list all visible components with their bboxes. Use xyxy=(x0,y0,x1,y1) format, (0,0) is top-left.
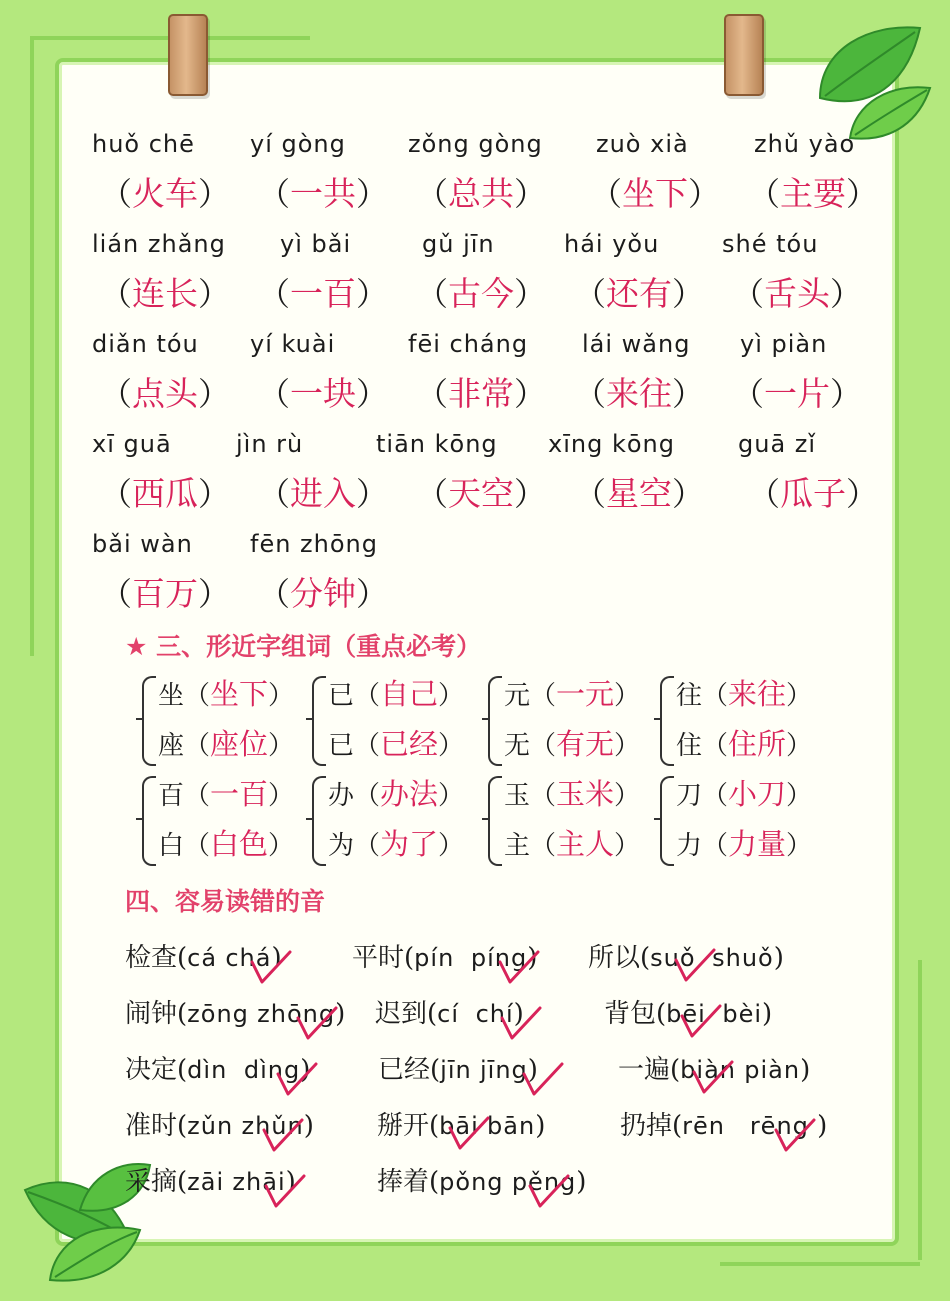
answer-row xyxy=(100,568,880,618)
answer-box: （火车） xyxy=(100,174,231,213)
answer-word: 一片 xyxy=(764,374,831,413)
char-group xyxy=(488,772,658,872)
pair-word: 一元 xyxy=(556,677,615,711)
answer-box: （舌头） xyxy=(732,274,863,313)
answer-word: 星空 xyxy=(606,474,673,513)
reading-item: 采摘(zāi zhāi) xyxy=(125,1167,296,1197)
option-2: chí xyxy=(475,1000,514,1028)
brace xyxy=(312,676,326,766)
char-group xyxy=(660,772,830,872)
option-1: zōng xyxy=(187,1000,249,1028)
reading-item: 迟到(cí chí) xyxy=(375,999,524,1029)
reading-word: 背包 xyxy=(604,999,657,1029)
answer-row xyxy=(100,268,880,318)
section-3-title-text: 三、形近字组词（重点必考） xyxy=(156,632,482,661)
answer-word: 坐下 xyxy=(622,174,689,213)
char-pair-line: 百（一百） xyxy=(158,777,295,811)
answer-word: 进入 xyxy=(290,474,357,513)
pair-word: 玉米 xyxy=(556,777,615,811)
answer-row xyxy=(100,468,880,518)
option-2: zhǔn xyxy=(241,1112,304,1140)
frame-line-left xyxy=(30,36,34,656)
pinyin-label: yì bǎi xyxy=(280,230,352,258)
reading-word: 检查 xyxy=(125,943,178,973)
answer-box: （百万） xyxy=(100,574,231,613)
answer-row xyxy=(100,168,880,218)
option-1: pín xyxy=(414,944,455,972)
reading-item: 一遍(biàn piàn) xyxy=(618,1055,811,1085)
answer-box: （一片） xyxy=(732,374,863,413)
pair-word: 力量 xyxy=(728,827,787,861)
reading-word: 掰开 xyxy=(377,1111,430,1141)
star-icon: ★ xyxy=(125,632,148,661)
reading-item: 掰开(bāi bān) xyxy=(377,1111,546,1141)
reading-word: 一遍 xyxy=(618,1055,671,1085)
base-char: 无 xyxy=(504,731,531,761)
reading-word: 捧着 xyxy=(377,1167,430,1197)
option-2: bān xyxy=(487,1112,536,1140)
pair-word: 办法 xyxy=(380,777,439,811)
answer-box: （星空） xyxy=(574,474,705,513)
pinyin-label: zuò xià xyxy=(596,130,689,158)
frame-line-bottom xyxy=(720,1262,920,1266)
char-pair-line: 坐（坐下） xyxy=(158,677,295,711)
pinyin-row xyxy=(92,430,872,460)
option-2: shuǒ xyxy=(712,944,774,972)
base-char: 已 xyxy=(328,681,355,711)
base-char: 已 xyxy=(328,731,355,761)
option-1: pǒng xyxy=(439,1168,504,1196)
char-pair-line: 往（来往） xyxy=(676,677,813,711)
answer-box: （西瓜） xyxy=(100,474,231,513)
section-4-title: 四、容易读错的音 xyxy=(125,887,326,916)
pinyin-label: gǔ jīn xyxy=(422,230,495,258)
reading-word: 平时 xyxy=(352,943,405,973)
pinyin-label: xīng kōng xyxy=(548,430,675,458)
answer-box: （总共） xyxy=(416,174,547,213)
option-2: zhāi xyxy=(232,1168,286,1196)
pinyin-label: diǎn tóu xyxy=(92,330,199,358)
pair-word: 白色 xyxy=(210,827,269,861)
answer-box: （主要） xyxy=(748,174,879,213)
pinyin-row xyxy=(92,530,872,560)
char-group xyxy=(660,672,830,772)
frame-line-right xyxy=(918,960,922,1260)
answer-box: （天空） xyxy=(416,474,547,513)
answer-box: （瓜子） xyxy=(748,474,879,513)
answer-word: 一块 xyxy=(290,374,357,413)
char-pair-line: 已（已经） xyxy=(328,727,465,761)
base-char: 白 xyxy=(158,831,185,861)
option-2: jīng xyxy=(479,1056,528,1084)
char-group xyxy=(312,772,482,872)
brace xyxy=(488,676,502,766)
option-1: rēn xyxy=(682,1112,726,1140)
pinyin-label: xī guā xyxy=(92,430,172,458)
reading-item: 检查(cá chá) xyxy=(125,943,282,973)
base-char: 往 xyxy=(676,681,703,711)
answer-word: 火车 xyxy=(132,174,199,213)
pinyin-label: zhǔ yào xyxy=(754,130,856,158)
pinyin-label: zǒng gòng xyxy=(408,130,543,158)
pinyin-label: bǎi wàn xyxy=(92,530,193,558)
option-2: piàn xyxy=(744,1056,801,1084)
pair-word: 坐下 xyxy=(210,677,269,711)
answer-box: （分钟） xyxy=(258,574,389,613)
pinyin-label: shé tóu xyxy=(722,230,819,258)
reading-item: 所以(suǒ shuǒ) xyxy=(588,943,784,973)
brace xyxy=(142,676,156,766)
char-pair-line: 住（住所） xyxy=(676,727,813,761)
option-1: suǒ xyxy=(650,944,696,972)
answer-word: 一共 xyxy=(290,174,357,213)
base-char: 座 xyxy=(158,731,185,761)
base-char: 百 xyxy=(158,781,185,811)
pinyin-label: yí kuài xyxy=(250,330,336,358)
pinyin-label: jìn rù xyxy=(236,430,304,458)
answer-box: （还有） xyxy=(574,274,705,313)
pinyin-label: fēi cháng xyxy=(408,330,529,358)
reading-word: 闹钟 xyxy=(125,999,178,1029)
char-pair-line: 座（座位） xyxy=(158,727,295,761)
answer-box: （一共） xyxy=(258,174,389,213)
option-2: zhōng xyxy=(257,1000,336,1028)
brace xyxy=(312,776,326,866)
brace xyxy=(488,776,502,866)
char-pair-line: 元（一元） xyxy=(504,677,641,711)
reading-item: 闹钟(zōng zhōng) xyxy=(125,999,346,1029)
option-1: dìn xyxy=(187,1056,228,1084)
pinyin-label: hái yǒu xyxy=(564,230,660,258)
base-char: 刀 xyxy=(676,781,703,811)
answer-word: 瓜子 xyxy=(780,474,847,513)
base-char: 为 xyxy=(328,831,355,861)
base-char: 元 xyxy=(504,681,531,711)
reading-item: 扔掉(rēn rēng ) xyxy=(620,1111,828,1141)
option-1: jīn xyxy=(440,1056,472,1084)
base-char: 住 xyxy=(676,731,703,761)
option-2: chá xyxy=(225,944,272,972)
option-2: rēng xyxy=(749,1112,809,1140)
base-char: 力 xyxy=(676,831,703,861)
answer-box: （点头） xyxy=(100,374,231,413)
answer-word: 来往 xyxy=(606,374,673,413)
char-pair-line: 为（为了） xyxy=(328,827,465,861)
option-1: cá xyxy=(187,944,218,972)
pair-word: 小刀 xyxy=(728,777,787,811)
option-1: biàn xyxy=(680,1056,736,1084)
option-2: píng xyxy=(470,944,528,972)
char-pair-line: 白（白色） xyxy=(158,827,295,861)
char-pair-line: 办（办法） xyxy=(328,777,465,811)
pinyin-label: lián zhǎng xyxy=(92,230,226,258)
answer-word: 一百 xyxy=(290,274,357,313)
pair-word: 一百 xyxy=(210,777,269,811)
brace xyxy=(142,776,156,866)
option-1: zǔn xyxy=(187,1112,234,1140)
reading-item: 平时(pín píng) xyxy=(352,943,538,973)
answer-row xyxy=(100,368,880,418)
char-group xyxy=(142,772,312,872)
reading-item: 决定(dìn dìng) xyxy=(125,1055,311,1085)
reading-word: 采摘 xyxy=(125,1167,178,1197)
reading-word: 扔掉 xyxy=(620,1111,673,1141)
answer-word: 舌头 xyxy=(764,274,831,313)
pair-word: 已经 xyxy=(380,727,439,761)
answer-box: （一块） xyxy=(258,374,389,413)
answer-box: （非常） xyxy=(416,374,547,413)
option-1: bāi xyxy=(439,1112,479,1140)
option-1: bēi xyxy=(666,1000,706,1028)
answer-word: 分钟 xyxy=(290,574,357,613)
paper-clip-right xyxy=(724,14,764,96)
base-char: 主 xyxy=(504,831,531,861)
base-char: 玉 xyxy=(504,781,531,811)
answer-word: 主要 xyxy=(780,174,847,213)
answer-word: 天空 xyxy=(448,474,515,513)
answer-box: （进入） xyxy=(258,474,389,513)
char-pair-line: 无（有无） xyxy=(504,727,641,761)
base-char: 办 xyxy=(328,781,355,811)
pinyin-row xyxy=(92,230,872,260)
answer-word: 非常 xyxy=(448,374,515,413)
answer-word: 总共 xyxy=(448,174,515,213)
char-group xyxy=(142,672,312,772)
pinyin-label: tiān kōng xyxy=(376,430,498,458)
answer-word: 古今 xyxy=(448,274,515,313)
pinyin-label: yí gòng xyxy=(250,130,346,158)
answer-word: 点头 xyxy=(132,374,199,413)
reading-item: 背包(bēi bèi) xyxy=(604,999,773,1029)
pinyin-label: fēn zhōng xyxy=(250,530,378,558)
char-group xyxy=(488,672,658,772)
answer-word: 百万 xyxy=(132,574,199,613)
char-pair-line: 玉（玉米） xyxy=(504,777,641,811)
section-3-title xyxy=(125,627,481,663)
pair-word: 座位 xyxy=(210,727,269,761)
option-2: dìng xyxy=(243,1056,301,1084)
pair-word: 有无 xyxy=(556,727,615,761)
char-pair-line: 主（主人） xyxy=(504,827,641,861)
reading-word: 所以 xyxy=(588,943,641,973)
pair-word: 住所 xyxy=(728,727,787,761)
char-pair-line: 已（自己） xyxy=(328,677,465,711)
brace xyxy=(660,776,674,866)
option-1: cí xyxy=(437,1000,460,1028)
answer-word: 还有 xyxy=(606,274,673,313)
answer-box: （来往） xyxy=(574,374,705,413)
char-pair-line: 力（力量） xyxy=(676,827,813,861)
base-char: 坐 xyxy=(158,681,185,711)
option-2: pěng xyxy=(511,1168,577,1196)
answer-box: （一百） xyxy=(258,274,389,313)
pair-word: 为了 xyxy=(380,827,439,861)
answer-word: 西瓜 xyxy=(132,474,199,513)
answer-box: （古今） xyxy=(416,274,547,313)
pair-word: 主人 xyxy=(556,827,615,861)
reading-word: 已经 xyxy=(378,1055,431,1085)
pinyin-row xyxy=(92,130,872,160)
pinyin-label: lái wǎng xyxy=(582,330,691,358)
pinyin-label: guā zǐ xyxy=(738,430,817,458)
reading-item: 准时(zǔn zhǔn) xyxy=(125,1111,314,1141)
option-1: zāi xyxy=(187,1168,225,1196)
answer-word: 连长 xyxy=(132,274,199,313)
pinyin-row xyxy=(92,330,872,360)
char-group xyxy=(312,672,482,772)
pair-word: 自己 xyxy=(380,677,439,711)
reading-item: 已经(jīn jīng) xyxy=(378,1055,538,1085)
paper-clip-left xyxy=(168,14,208,96)
reading-word: 准时 xyxy=(125,1111,178,1141)
leaf-top-right-icon xyxy=(800,18,940,148)
brace xyxy=(660,676,674,766)
pinyin-label: huǒ chē xyxy=(92,130,195,158)
char-pair-line: 刀（小刀） xyxy=(676,777,813,811)
reading-word: 决定 xyxy=(125,1055,178,1085)
answer-box: （坐下） xyxy=(590,174,721,213)
reading-item: 捧着(pǒng pěng) xyxy=(377,1167,587,1197)
answer-box: （连长） xyxy=(100,274,231,313)
option-2: bèi xyxy=(722,1000,763,1028)
reading-word: 迟到 xyxy=(375,999,428,1029)
pair-word: 来往 xyxy=(728,677,787,711)
pinyin-label: yì piàn xyxy=(740,330,828,358)
